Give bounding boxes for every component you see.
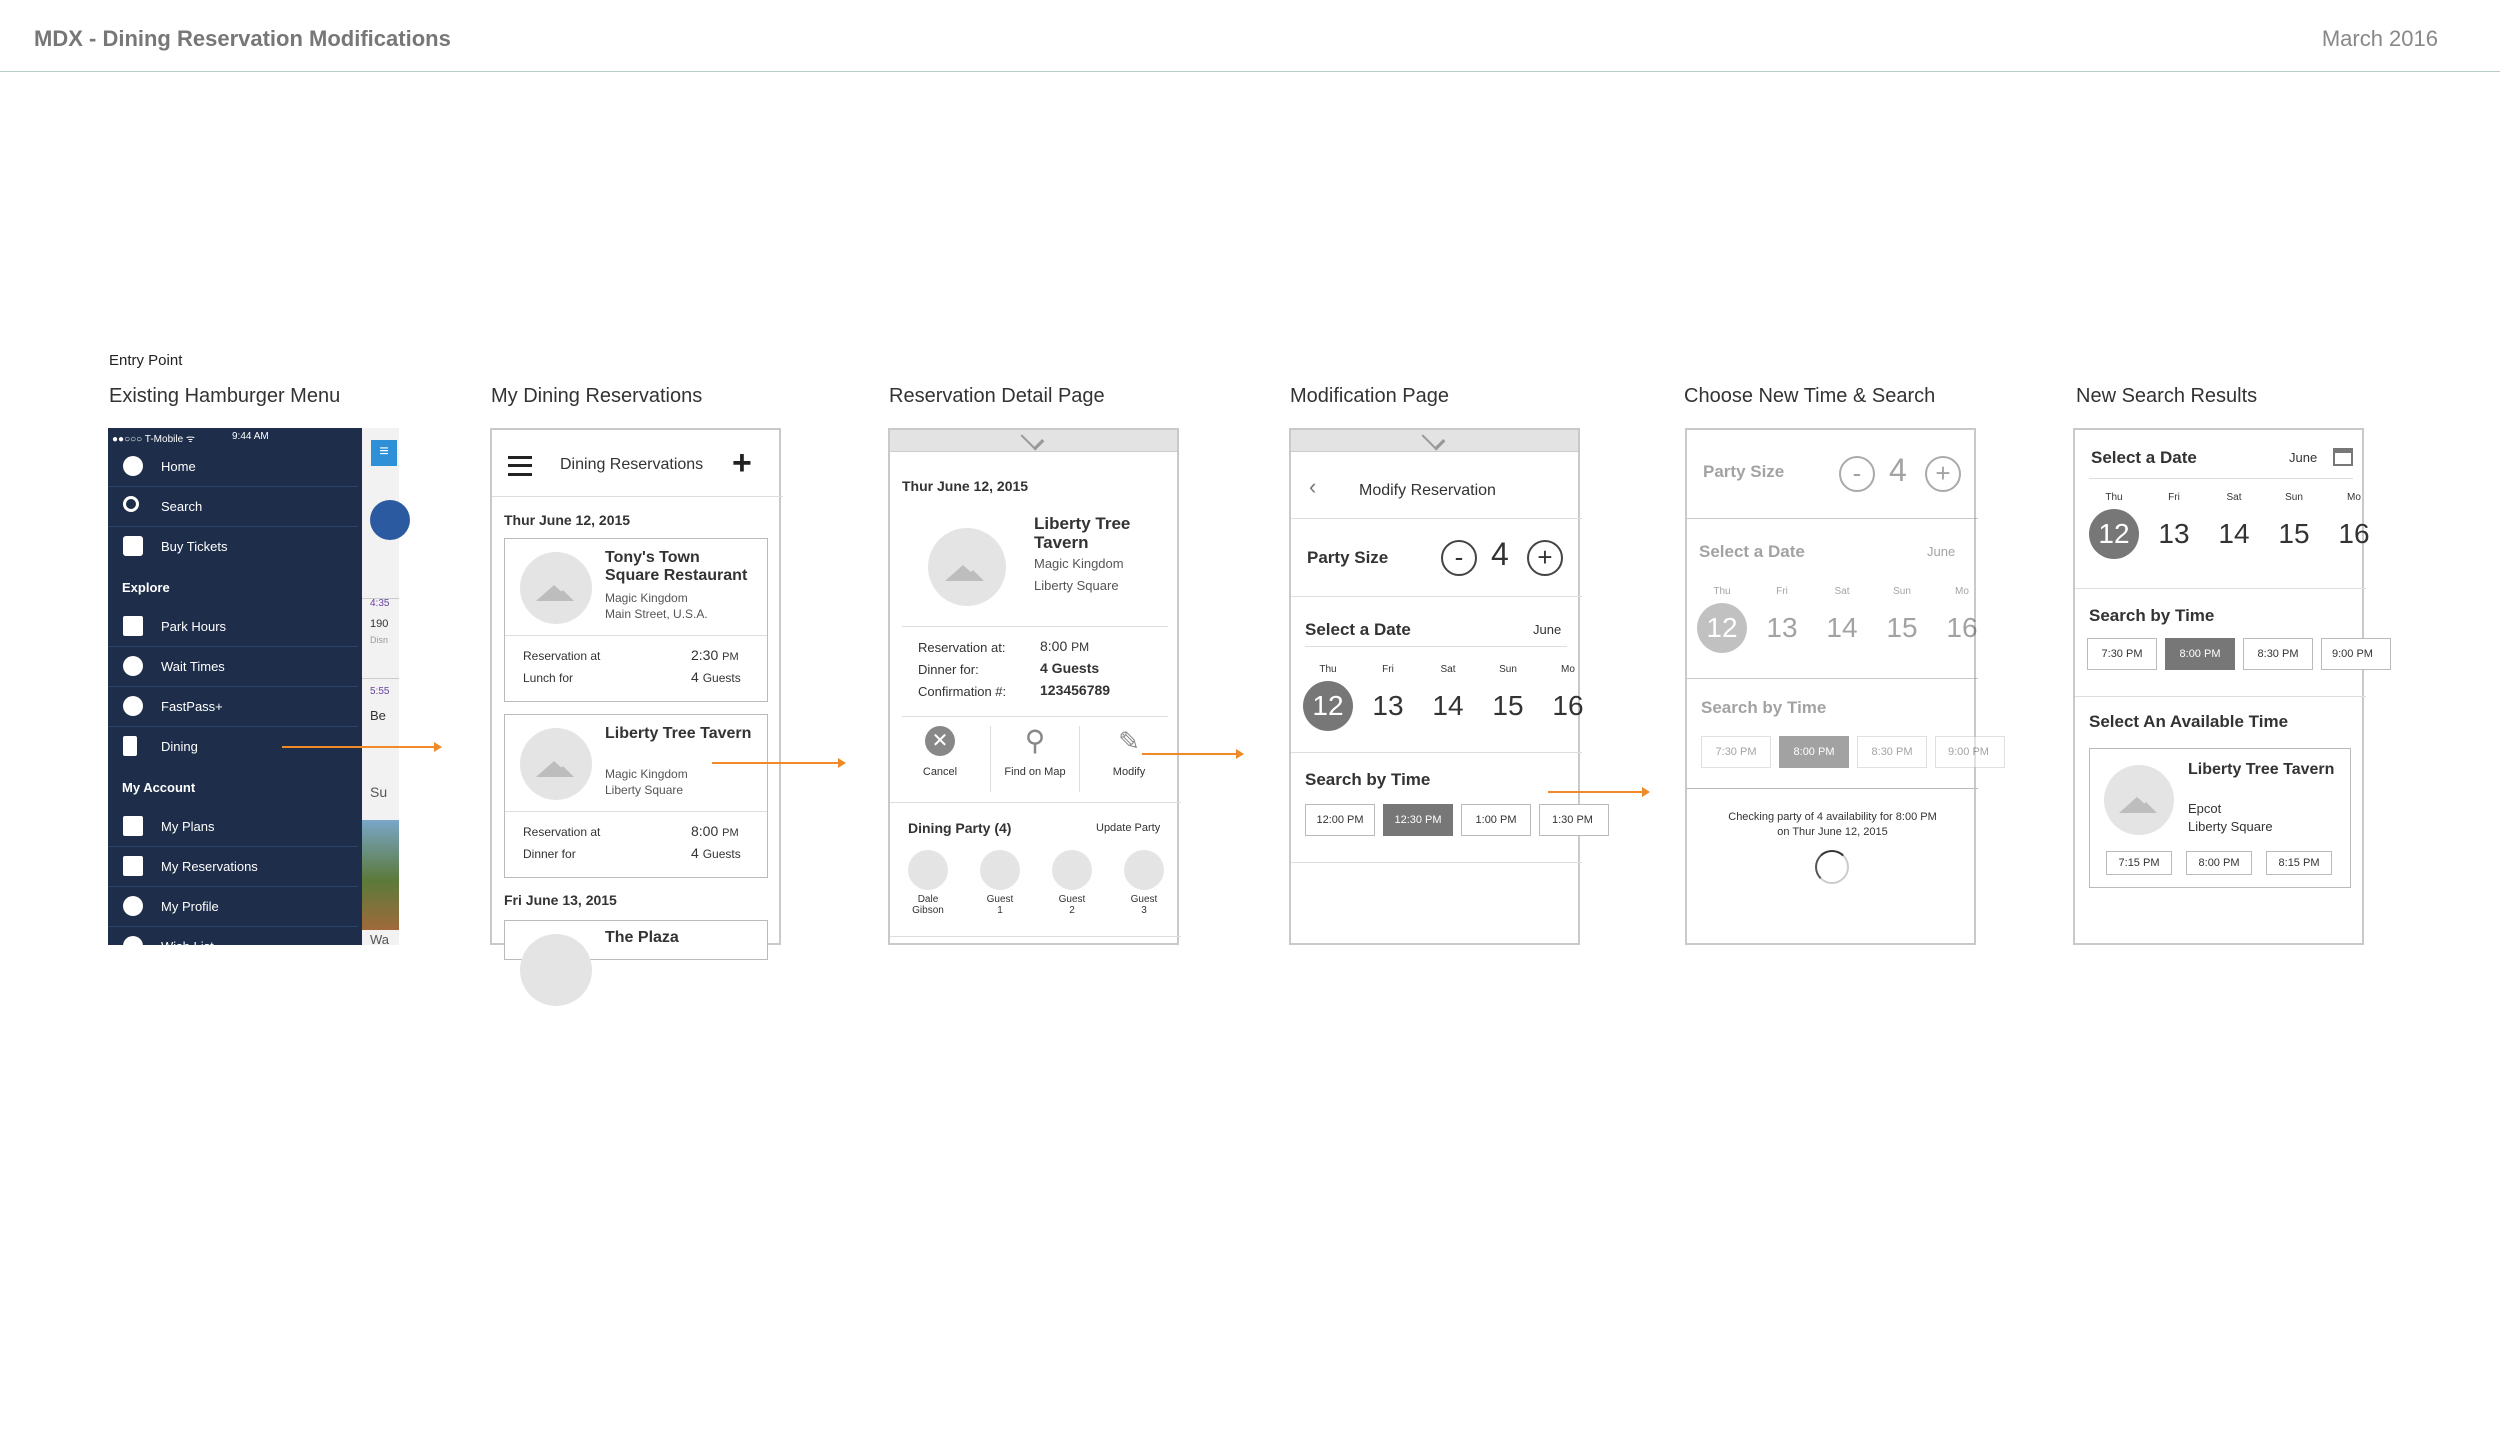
label-modification-page: Modification Page — [1290, 385, 1449, 407]
peek-text: Su — [370, 784, 388, 800]
search-by-time-label: Search by Time — [1701, 698, 1827, 717]
restaurant-image-placeholder — [520, 552, 592, 624]
choose-time-screen — [1685, 428, 1989, 945]
result-card[interactable] — [2089, 748, 2351, 888]
day-12[interactable]: Thu 12 — [1303, 664, 1353, 731]
label-choose-time: Choose New Time & Search — [1684, 385, 1936, 407]
peek-text: 190 — [370, 618, 389, 630]
day-14[interactable]: Sat 14 — [2218, 492, 2250, 549]
reservation-card[interactable] — [504, 920, 768, 960]
day-12[interactable]: Thu 12 — [1697, 586, 1747, 653]
party-plus-button[interactable]: + — [1527, 540, 1563, 576]
meal-label: Dinner for — [523, 847, 576, 861]
available-time-label: Select An Available Time — [2089, 712, 2289, 731]
reservation-icon — [123, 856, 143, 876]
confirmation-label: Confirmation #: — [918, 684, 1007, 699]
status-carrier: ●●○○○ T-Mobile ᯤ — [112, 434, 196, 445]
label-detail-page: Reservation Detail Page — [889, 385, 1105, 407]
menu-item-wait-times[interactable]: Wait Times — [108, 646, 358, 686]
checking-availability-text: Checking party of 4 availability for 8:00 PM on Thur June 12, 2015 — [1728, 811, 1937, 838]
screen-title: Dining Reservations — [560, 456, 704, 473]
day-12[interactable]: Thu 12 — [2089, 492, 2139, 559]
dining-reservations-screen — [490, 428, 781, 945]
fork-knife-icon — [123, 736, 137, 756]
restaurant-park: Magic Kingdom — [1034, 556, 1124, 571]
peek-text: Wa — [370, 932, 390, 947]
res-time: 8:00 PM — [1040, 638, 1090, 654]
search-by-time-label: Search by Time — [1305, 770, 1431, 789]
res-time: 8:00 PM — [691, 823, 739, 839]
restaurant-park: Magic Kingdom — [605, 767, 688, 781]
ticket-icon — [123, 536, 143, 556]
peek-content — [362, 428, 399, 945]
dinner-label: Dinner for: — [918, 662, 979, 677]
time-slot[interactable]: 9:00 PM — [1935, 736, 2005, 768]
time-slot[interactable]: 9:00 PM — [2321, 638, 2391, 670]
day-heading: Fri June 13, 2015 — [504, 892, 617, 908]
res-label: Reservation at: — [918, 640, 1006, 655]
peek-text: Be — [370, 708, 386, 723]
menu-item-wish-list[interactable]: Wish List — [108, 926, 358, 966]
peek-text: 5:55 — [370, 686, 390, 697]
meal-label: Lunch for — [523, 671, 574, 685]
park-hours-icon — [123, 616, 143, 636]
pencil-icon: ✎ — [1118, 726, 1140, 756]
time-slot[interactable]: 7:30 PM — [1701, 736, 1771, 768]
res-time: 2:30 PM — [691, 647, 739, 663]
time-slot[interactable]: 8:30 PM — [1857, 736, 1927, 768]
label-hamburger-menu: Existing Hamburger Menu — [109, 385, 341, 407]
heart-icon — [123, 936, 143, 956]
restaurant-name: Tony's Town Square Restaurant — [605, 549, 748, 584]
restaurant-image-placeholder — [520, 934, 592, 1006]
select-date-label: Select a Date — [1305, 620, 1411, 639]
party-member[interactable]: Guest 1 — [980, 850, 1020, 916]
time-slot-selected[interactable]: 12:30 PM — [1383, 804, 1453, 836]
res-label: Reservation at — [523, 825, 601, 839]
menu-item-search[interactable]: Search — [108, 486, 358, 526]
cancel-button[interactable]: ✕ Cancel — [898, 726, 982, 792]
flow-arrow — [282, 746, 440, 748]
confirmation-number: 123456789 — [1040, 682, 1111, 698]
restaurant-park: Epcot — [2188, 801, 2222, 816]
restaurant-image-placeholder — [928, 528, 1006, 606]
calendar-icon[interactable] — [2333, 448, 2353, 466]
flow-arrow — [712, 762, 844, 764]
page-date: March 2016 — [2321, 26, 2438, 51]
restaurant-name: The Plaza — [605, 929, 679, 946]
search-by-time-label: Search by Time — [2089, 606, 2215, 625]
day-heading: Thur June 12, 2015 — [504, 512, 631, 528]
page-title: MDX - Dining Reservation Modifications — [34, 26, 451, 51]
search-results-screen — [2073, 428, 2373, 945]
menu-item-fastpass[interactable]: FastPass+ — [108, 686, 358, 726]
clock-icon — [123, 656, 143, 676]
entry-point-label: Entry Point — [109, 352, 183, 369]
day-16[interactable]: Mo 16 — [2338, 492, 2370, 549]
day-13[interactable]: Fri 13 — [1766, 586, 1798, 643]
day-13[interactable]: Fri 13 — [2158, 492, 2190, 549]
reservation-card[interactable] — [504, 538, 768, 702]
menu-item-my-reservations[interactable]: My Reservations — [108, 846, 358, 886]
party-member[interactable]: Guest 3 — [1124, 850, 1164, 916]
restaurant-name: Liberty Tree Tavern — [1034, 514, 1131, 552]
restaurant-area: Liberty Square — [2188, 819, 2273, 834]
day-15[interactable]: Sun 15 — [2278, 492, 2310, 549]
pull-handle[interactable] — [890, 430, 1177, 452]
detail-date: Thur June 12, 2015 — [902, 478, 1029, 494]
screen-title: Modify Reservation — [1359, 482, 1496, 499]
menu-toggle-icon[interactable]: ≡ — [371, 440, 397, 466]
day-15[interactable]: Sun 15 — [1886, 586, 1918, 643]
modification-screen — [1289, 428, 1593, 945]
avatar — [908, 850, 948, 890]
dining-party-title: Dining Party (4) — [908, 820, 1012, 836]
menu-item-dining[interactable]: Dining — [108, 726, 358, 766]
home-icon — [123, 456, 143, 476]
peek-text: Disn — [370, 635, 389, 645]
loading-spinner — [1815, 850, 1849, 884]
menu-section-explore: Explore — [122, 580, 170, 595]
day-14[interactable]: Sat 14 — [1826, 586, 1858, 643]
time-slot-selected[interactable]: 8:00 PM — [1779, 736, 1849, 768]
party-member[interactable]: Dale Gibson — [908, 850, 948, 916]
month-label: June — [2289, 450, 2318, 465]
find-on-map-button[interactable]: ⚲ Find on Map — [990, 726, 1080, 792]
guest-count: 4 Guests — [691, 669, 741, 685]
time-slot[interactable]: 7:30 PM — [2087, 638, 2157, 670]
restaurant-area: Main Street, U.S.A. — [605, 607, 708, 621]
flow-arrow — [1548, 791, 1648, 793]
globe-icon — [370, 500, 410, 540]
status-time: 9:44 AM — [232, 431, 269, 442]
profile-icon — [123, 896, 143, 916]
menu-item-home[interactable]: Home — [108, 446, 358, 486]
menu-item-park-hours[interactable]: Park Hours — [108, 606, 358, 646]
restaurant-park: Magic Kingdom — [605, 591, 688, 605]
hamburger-icon[interactable] — [508, 456, 532, 476]
calendar-icon — [123, 816, 143, 836]
month-label: June — [1927, 544, 1956, 559]
hamburger-menu-screen — [108, 428, 399, 954]
peek-photo — [362, 820, 399, 930]
reservation-card[interactable] — [504, 714, 768, 878]
party-size-value: 4 — [1889, 452, 1907, 488]
menu-item-buy-tickets[interactable]: Buy Tickets — [108, 526, 358, 566]
restaurant-image-placeholder — [520, 728, 592, 800]
party-plus-button[interactable]: + — [1925, 456, 1961, 492]
select-date-label: Select a Date — [2091, 448, 2197, 467]
time-slot[interactable]: 1:00 PM — [1461, 804, 1531, 836]
party-size-value: 4 — [1491, 536, 1509, 572]
month-label: June — [1533, 622, 1562, 637]
map-pin-icon: ⚲ — [1024, 725, 1046, 756]
label-search-results: New Search Results — [2076, 385, 2258, 407]
restaurant-area: Liberty Square — [1034, 578, 1119, 593]
menu-section-account: My Account — [122, 780, 196, 795]
modify-button[interactable]: ✎ Modify — [1086, 726, 1172, 792]
avatar — [1052, 850, 1092, 890]
party-size-label: Party Size — [1307, 548, 1389, 567]
available-slot[interactable]: 8:00 PM — [2186, 851, 2252, 875]
available-slot[interactable]: 7:15 PM — [2106, 851, 2172, 875]
restaurant-name: Liberty Tree Tavern — [2188, 761, 2335, 778]
add-icon[interactable]: + — [732, 444, 752, 482]
guest-count: 4 Guests — [691, 845, 741, 861]
update-party-link[interactable]: Update Party — [1096, 822, 1161, 834]
search-icon — [123, 496, 139, 512]
select-date-label: Select a Date — [1699, 542, 1805, 561]
flow-arrow — [1142, 753, 1242, 755]
restaurant-image-placeholder — [2104, 765, 2174, 835]
party-size-label: Party Size — [1703, 462, 1785, 481]
day-14[interactable]: Sat 14 — [1432, 664, 1464, 721]
reservation-detail-screen — [888, 428, 1179, 945]
menu-item-my-plans[interactable]: My Plans — [108, 806, 358, 846]
res-label: Reservation at — [523, 649, 601, 663]
header-divider — [0, 71, 2500, 72]
party-member[interactable]: Guest 2 — [1052, 850, 1092, 916]
time-slot[interactable]: 8:30 PM — [2243, 638, 2313, 670]
time-slot[interactable]: 12:00 PM — [1305, 804, 1375, 836]
party-minus-button[interactable]: - — [1839, 456, 1875, 492]
time-slot-selected[interactable]: 8:00 PM — [2165, 638, 2235, 670]
fastpass-icon — [123, 696, 143, 716]
back-chevron-icon[interactable]: ‹ — [1309, 474, 1317, 499]
avatar — [1124, 850, 1164, 890]
day-13[interactable]: Fri 13 — [1372, 664, 1404, 721]
party-minus-button[interactable]: - — [1441, 540, 1477, 576]
day-16[interactable]: Mo 16 — [1946, 586, 1978, 643]
avatar — [980, 850, 1020, 890]
peek-text: 4:35 — [370, 598, 390, 609]
guest-count: 4 Guests — [1040, 660, 1100, 676]
day-16[interactable]: Mo 16 — [1552, 664, 1584, 721]
pull-handle[interactable] — [1291, 430, 1578, 452]
restaurant-name: Liberty Tree Tavern — [605, 725, 752, 742]
day-15[interactable]: Sun 15 — [1492, 664, 1524, 721]
menu-item-my-profile[interactable]: My Profile — [108, 886, 358, 926]
cancel-icon: ✕ — [925, 726, 955, 756]
label-my-dining: My Dining Reservations — [491, 385, 703, 407]
available-slot[interactable]: 8:15 PM — [2266, 851, 2332, 875]
time-slot[interactable]: 1:30 PM — [1539, 804, 1609, 836]
restaurant-area: Liberty Square — [605, 783, 684, 797]
